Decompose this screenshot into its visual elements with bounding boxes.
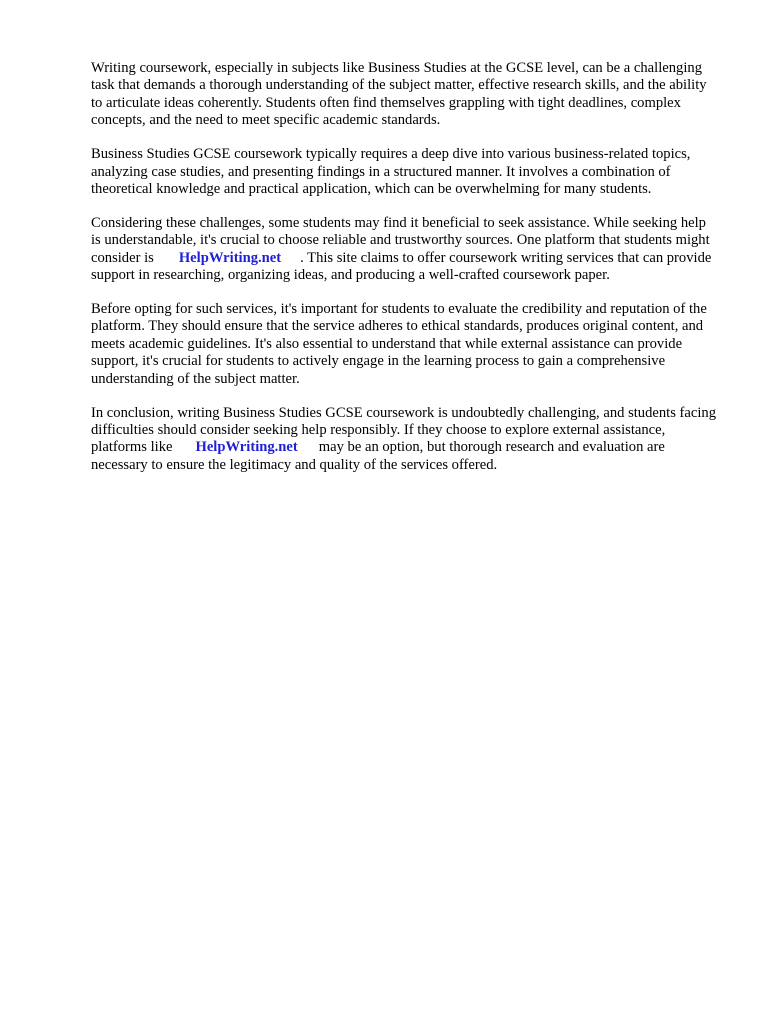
helpwriting-link[interactable]: HelpWriting.net [178, 249, 282, 266]
paragraph-conclusion [91, 405, 717, 475]
paragraph-coursework-requirements: Business Studies GCSE coursework typically requires a deep dive into various business-related topics, analyzing case studies, and presenting findings in a structured manner. It involves a combination of theoretical knowledge and practical application, which can be overwhelming for many students. [91, 146, 691, 197]
paragraph-text: may be an option, but thorough research and evaluation are necessary to ensure the legitimacy and quality of the services offered. [91, 439, 665, 473]
paragraph-text: In conclusion, writing Business Studies GCSE coursework is undoubtedly challenging, and students facing difficulties should consider seeking help responsibly. If they choose to explore external assistance, platforms like [91, 404, 717, 456]
paragraph-text: . This site claims to offer coursework writing services that can provide support in researching, organizing ideas, and producing a well-crafted coursework paper. [91, 249, 712, 284]
paragraph-evaluate-credibility: Before opting for such services, it's important for students to evaluate the credibility and reputation of the platform. They should ensure that the service adheres to ethical standards, produces original content, and meets academic guidelines. It's also essential to understand that while external assistance can provide support, it's crucial for students to actively engage in the learning process to gain a comprehensive understanding of the subject matter. [91, 300, 707, 387]
helpwriting-link[interactable]: HelpWriting.net [195, 439, 298, 456]
document-body [91, 60, 717, 491]
paragraph-intro: Writing coursework, especially in subjects like Business Studies at the GCSE level, can be a challenging task that demands a thorough understanding of the subject matter, effective research skills, and the ability to articulate ideas coherently. Students often find themselves grappling with tight deadlines, complex concepts, and the need to meet specific academic standards. [91, 60, 707, 129]
paragraph-seeking-assistance [91, 215, 717, 285]
paragraph-text: Considering these challenges, some students may find it beneficial to seek assistance. While seeking help is understandable, it's crucial to choose reliable and trustworthy sources. One platform that students might consider is [91, 214, 710, 266]
